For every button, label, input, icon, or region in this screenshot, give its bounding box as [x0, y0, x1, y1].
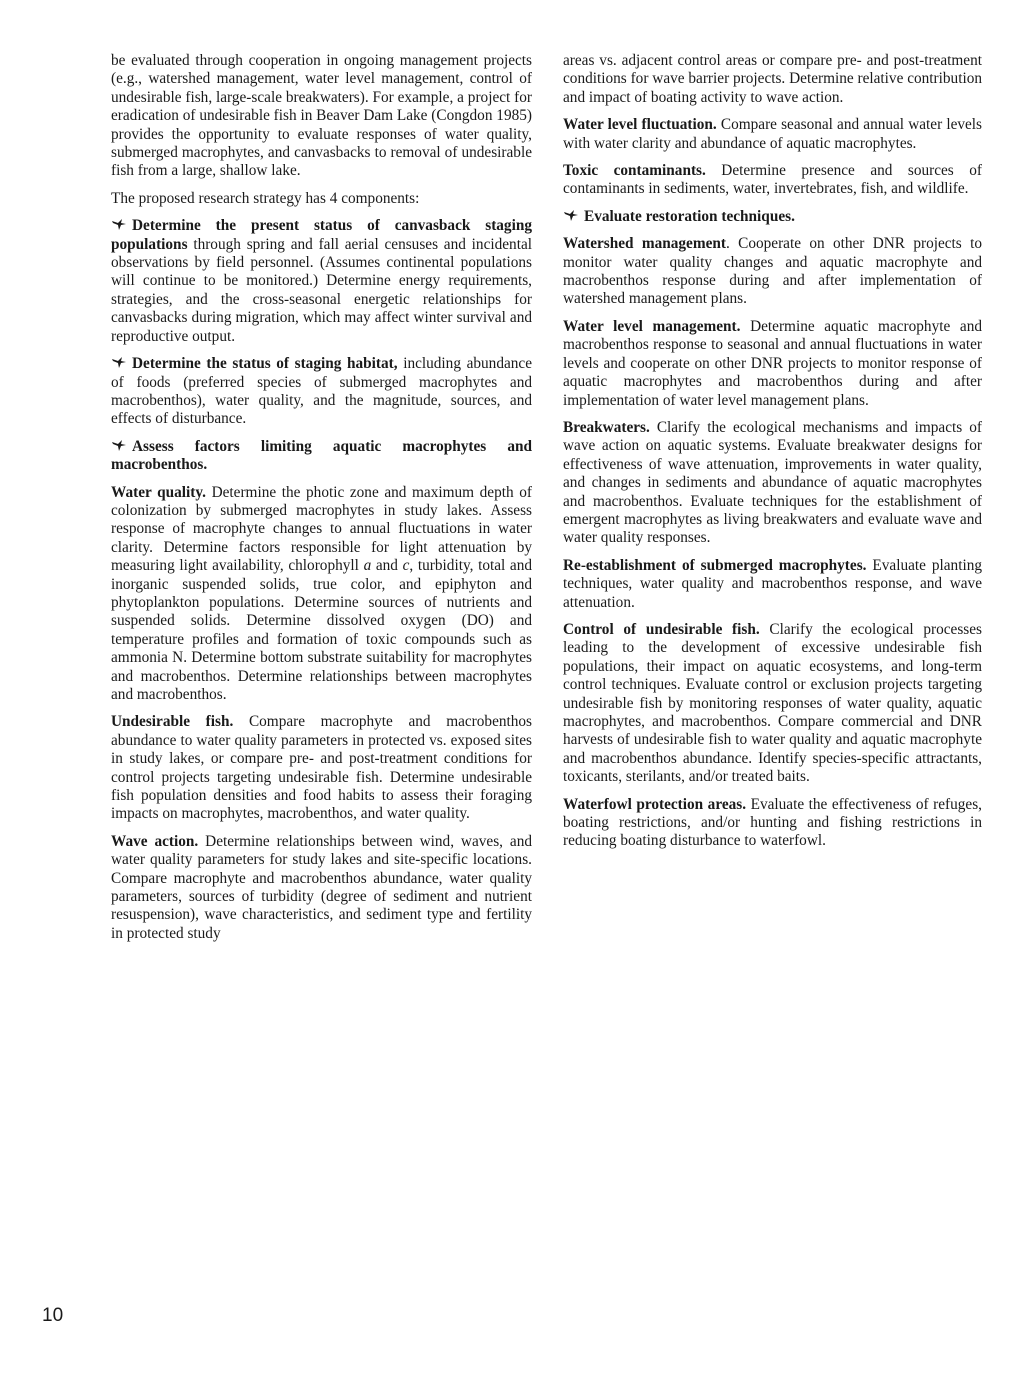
- toxic-contaminants-heading: Toxic contaminants.: [563, 162, 706, 180]
- left-column: [111, 52, 532, 952]
- reestablishment-heading: Re-establishment of submerged macrophytes.: [563, 556, 867, 574]
- component-4: [563, 208, 982, 226]
- control-undesirable-fish-heading: Control of undesirable fish.: [563, 620, 760, 638]
- control-undesirable-fish-item: [563, 621, 982, 787]
- flying-duck-icon: [563, 209, 579, 222]
- control-undesirable-fish-text: Clarify the ecological processes leading to the development of excessive undesirable fish populations, their impact on aquatic ecosystems, and long-term control techniques. Evaluate control or exclusion projects targeting undesirable fish by monitoring responses of water quality, aquatic macrophytes, and macrobenthos. Compare commercial and DNR harvests of undesirable fish to water quality and aquatic macrophyte and macrobenthos abundance. Identify species-specific attractants, toxicants, sterilants, and/or treated baits.: [563, 620, 982, 786]
- waterfowl-protection-heading: Waterfowl protection areas.: [563, 795, 747, 813]
- water-level-management-item: [563, 318, 982, 410]
- breakwaters-item: [563, 419, 982, 548]
- chlorophyll-a: a: [363, 557, 372, 575]
- water-level-fluctuation-text: Compare seasonal and annual water levels with water clarity and abundance of aquatic macrophytes.: [563, 116, 982, 152]
- component-3: [111, 438, 532, 475]
- undesirable-fish-text: Compare macrophyte and macrobenthos abundance to water quality parameters in protected vs. exposed sites in study lakes, or compare pre- and post-treatment conditions for control projects targeting undesirable fish. Determine undesirable fish population densities and food habits to assess their foraging impacts on macrophytes, macrobenthos, and water quality.: [111, 713, 533, 823]
- page-number: 10: [42, 1305, 64, 1326]
- component-1-text: through spring and fall aerial censuses and incidental observations by field personnel. (Assumes continental populations will continue to be monitored.) Determine energy requirements, strategies, and the cross-seasonal energetic relationships for canvasbacks during migration, which may affect winter survival and reproductive output.: [111, 235, 532, 345]
- component-2-heading: Determine the status of staging habitat,: [132, 355, 398, 373]
- water-level-management-heading: Water level management.: [563, 317, 741, 335]
- flying-duck-icon: [111, 439, 127, 452]
- wave-action-text: Determine relationships between wind, waves, and water quality parameters for study lakes and site-specific locations. Compare macrophyte and macrobenthos abundance, water quality parameters, sources of turbidity (degree of sediment and nutrient resuspension), wave characteristics, and sediment type and fertility in protected study: [111, 832, 532, 942]
- waterfowl-protection-item: [563, 796, 982, 851]
- conjunction: and: [371, 557, 403, 575]
- water-quality-heading: Water quality.: [111, 483, 206, 501]
- water-level-management-text: Determine aquatic macrophyte and macrobenthos response to seasonal and annual fluctuations in water levels and cooperate on other DNR projects to monitor response of aquatic macrophytes and macrobenthos during and after implementation of water level management plans.: [563, 317, 982, 409]
- watershed-management-item: [563, 235, 982, 309]
- chlorophyll-c: c: [402, 557, 410, 575]
- paragraph-wave-continued: areas vs. adjacent control areas or compare pre- and post-treatment conditions for wave barrier projects. Determine relative contribution and impact of boating activity to wave action.: [563, 52, 982, 106]
- watershed-management-text: . Cooperate on other DNR projects to monitor water quality changes and aquatic macrophyte and macrobenthos response during and after implementation of watershed management plans.: [563, 235, 982, 308]
- component-1-heading: Determine the present status of canvasback staging populations: [111, 217, 532, 253]
- right-column: [563, 52, 982, 860]
- toxic-contaminants-item: [563, 162, 982, 199]
- paragraph-strategy-intro: The proposed research strategy has 4 components:: [111, 189, 420, 207]
- component-2-text: including abundance of foods (preferred species of submerged macrophytes and macrobenthos), water quality, and the magnitude, sources, and effects of disturbance.: [111, 355, 532, 428]
- breakwaters-heading: Breakwaters.: [563, 418, 650, 436]
- flying-duck-icon: [111, 356, 127, 369]
- reestablishment-text: Evaluate planting techniques, water quality and macrobenthos response, and wave attenuation.: [563, 556, 983, 611]
- water-quality-text-continued: , turbidity, total and inorganic suspended solids, true color, and epiphyton and phytoplankton populations. Determine sources of nutrients and suspended solids. Determine dissolved oxygen (DO) and temperature profiles and formation of toxic compounds such as ammonia N. Determine bottom substrate suitability for macrophytes and macrobenthos. Determine relationships between macrophytes and macrobenthos.: [111, 557, 533, 703]
- component-4-heading: Evaluate restoration techniques.: [584, 207, 795, 225]
- component-1: [111, 217, 532, 346]
- wave-action-heading: Wave action.: [111, 832, 199, 850]
- breakwaters-text: Clarify the ecological mechanisms and impacts of wave action on aquatic systems. Evaluate breakwater designs for effectiveness of wave attenuation, improvements in water quality, and changes in sediments and abundance of aquatic macrophytes and macrobenthos. Evaluate techniques for the establishment of emergent macrophytes as living breakwaters and evaluate wave and water quality responses.: [563, 418, 982, 547]
- toxic-contaminants-text: Determine presence and sources of contaminants in sediments, water, invertebrates, fish, and wildlife.: [563, 162, 982, 198]
- undesirable-fish-item: [111, 713, 532, 823]
- paragraph-intro-continued: be evaluated through cooperation in ongoing management projects (e.g., watershed management, water level management, control of undesirable fish, large-scale breakwaters). For example, a project for eradication of undesirable fish in Beaver Dam Lake (Congdon 1985) provides the opportunity to evaluate responses of water quality, submerged macrophytes, and canvasbacks to removal of undesirable fish from a large, shallow lake.: [111, 52, 532, 180]
- flying-duck-icon: [111, 218, 127, 231]
- undesirable-fish-heading: Undesirable fish.: [111, 713, 234, 731]
- component-3-heading: Assess factors limiting aquatic macrophytes and macrobenthos.: [111, 437, 532, 474]
- wave-action-item: [111, 833, 532, 943]
- water-quality-text: Determine the photic zone and maximum depth of colonization by submerged macrophytes in study lakes. Assess response of macrophyte changes to annual fluctuations in water clarity. Determine factors responsible for light attenuation by measuring light availability, chlorophyll: [111, 483, 532, 575]
- water-level-fluctuation-heading: Water level fluctuation.: [563, 116, 717, 134]
- component-2: [111, 355, 532, 429]
- water-level-fluctuation-item: [563, 116, 982, 153]
- water-quality-item: [111, 484, 532, 705]
- waterfowl-protection-text: Evaluate the effectiveness of refuges, boating restrictions, and/or hunting and fishing restrictions in reducing boating disturbance to waterfowl.: [563, 795, 983, 850]
- watershed-management-heading: Watershed management: [563, 235, 726, 253]
- reestablishment-item: [563, 557, 982, 612]
